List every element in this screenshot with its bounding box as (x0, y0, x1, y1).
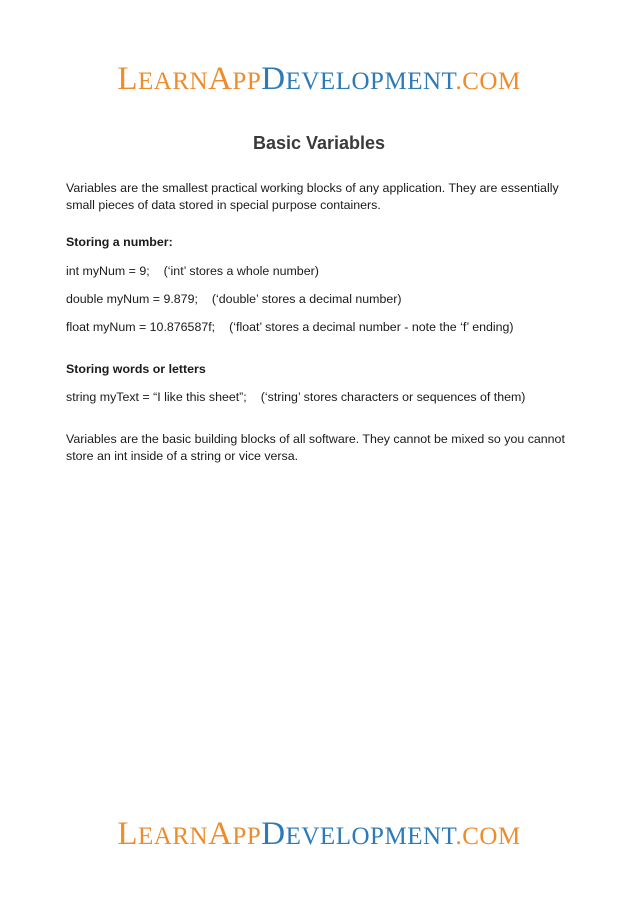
code-line-int (66, 263, 319, 280)
logo-part-development: DEVELOPMENT (261, 61, 456, 97)
code-text: float myNum = 10.876587f; (66, 320, 216, 334)
code-comment: (‘int’ stores a whole number) (163, 264, 319, 278)
logo-part-development: DEVELOPMENT (261, 816, 456, 852)
code-text: int myNum = 9; (66, 264, 150, 278)
code-line-float (66, 319, 514, 336)
code-text: double myNum = 9.879; (66, 292, 198, 306)
header-logo (0, 63, 638, 96)
logo-part-com: .COM (455, 68, 521, 95)
logo-part-learnapp: LEARNAPP (117, 61, 262, 97)
section-heading-number: Storing a number: (66, 235, 173, 249)
closing-paragraph: Variables are the basic building blocks of all software. They cannot be mixed so you cannot store an int inside of a string or vice versa. (66, 432, 565, 463)
intro-paragraph: Variables are the smallest practical working blocks of any application. They are essentially small pieces of data stored in special purpose containers. (66, 181, 559, 212)
page-title: Basic Variables (252, 133, 386, 153)
logo-part-learnapp: LEARNAPP (117, 816, 262, 852)
code-comment: (‘float’ stores a decimal number - note the ‘f’ ending) (229, 320, 514, 334)
section-heading-words: Storing words or letters (66, 362, 206, 376)
code-line-double (66, 291, 402, 308)
code-line-string (66, 389, 525, 406)
code-text: string myText = “I like this sheet”; (66, 390, 247, 404)
logo-part-com: .COM (455, 823, 521, 850)
footer-logo (0, 818, 638, 851)
code-comment: (‘double’ stores a decimal number) (211, 292, 402, 306)
code-comment: (‘string’ stores characters or sequences of them) (260, 390, 526, 404)
